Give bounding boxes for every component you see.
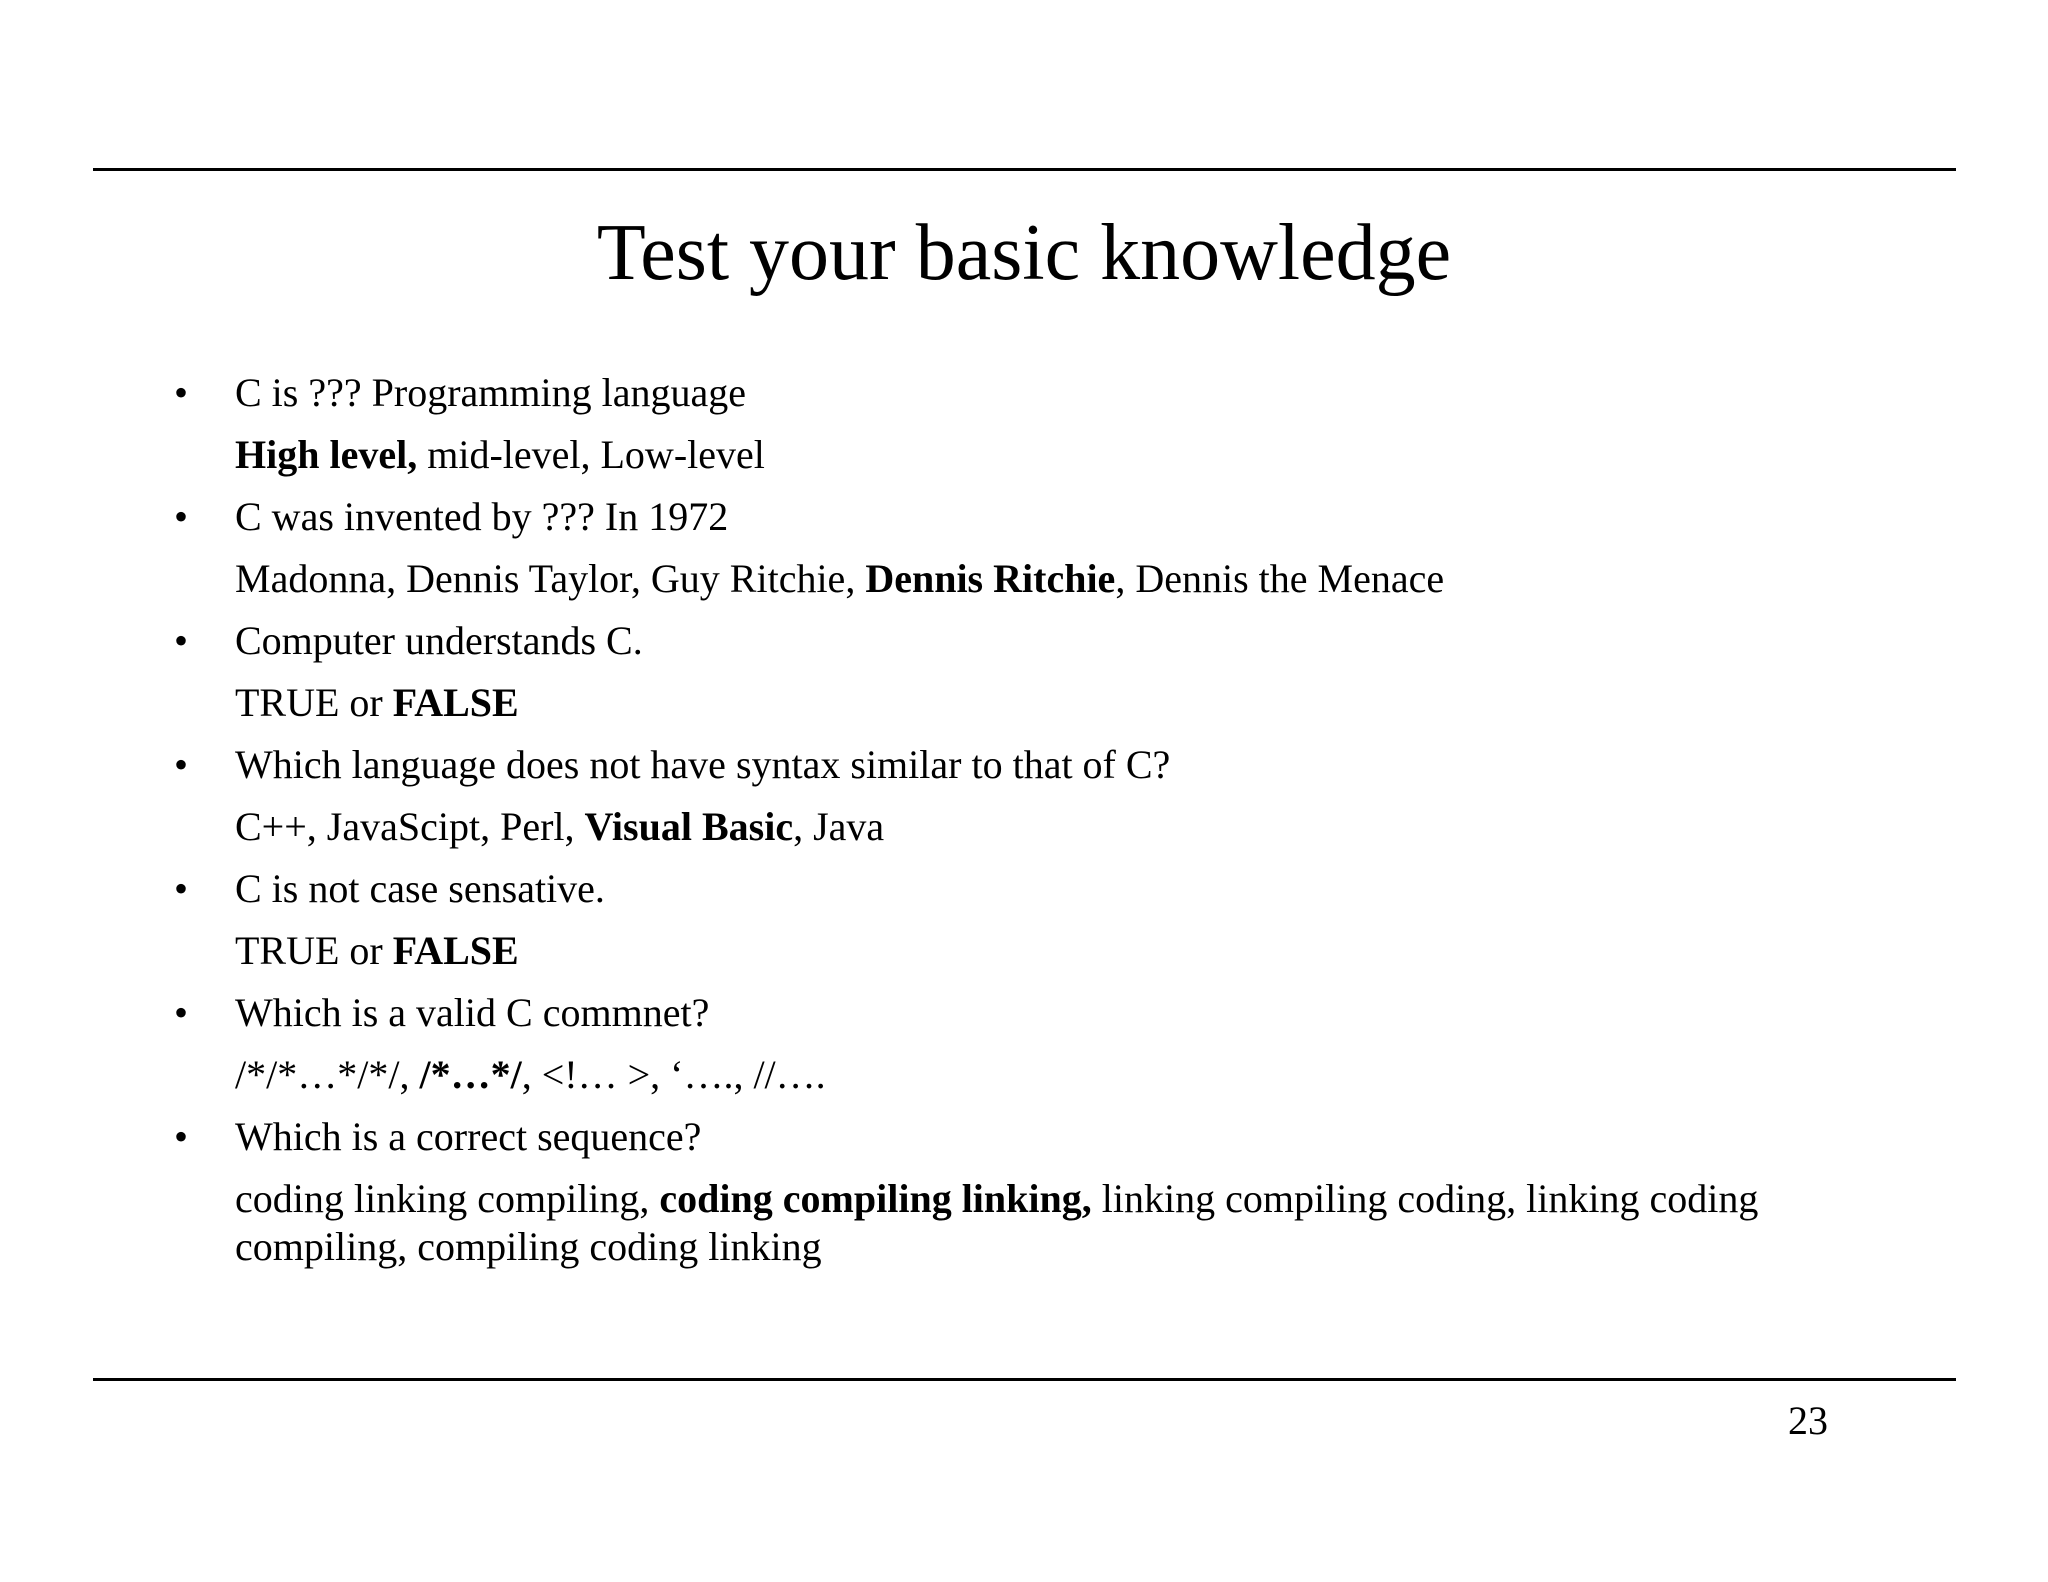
answer-option-correct: Visual Basic bbox=[584, 804, 794, 849]
answer-options bbox=[235, 424, 1795, 486]
question-text: Computer understands C. bbox=[235, 618, 643, 663]
question-item bbox=[0, 858, 2048, 982]
answer-option-correct: coding compiling linking, bbox=[659, 1176, 1092, 1221]
answer-options bbox=[235, 548, 1795, 610]
page-number: 23 bbox=[1788, 1398, 1828, 1443]
bottom-rule bbox=[93, 1378, 1956, 1381]
top-rule bbox=[93, 168, 1956, 171]
question-text: C is not case sensative. bbox=[235, 866, 605, 911]
answer-option-correct: FALSE bbox=[392, 928, 519, 973]
bullet-icon: • bbox=[174, 494, 189, 539]
question-text: C is ??? Programming language bbox=[235, 370, 746, 415]
answer-option-correct: /*…*/ bbox=[419, 1052, 522, 1097]
answer-option: , <!… >, ‘…., //…. bbox=[521, 1052, 826, 1097]
bullet-icon: • bbox=[174, 990, 189, 1035]
bullet-icon: • bbox=[174, 1114, 189, 1159]
question-text: C was invented by ??? In 1972 bbox=[235, 494, 729, 539]
bullet-icon: • bbox=[174, 866, 189, 911]
answer-options bbox=[235, 920, 1795, 982]
answer-options bbox=[235, 796, 1795, 858]
question-item bbox=[0, 1106, 2048, 1271]
question-item bbox=[0, 362, 2048, 486]
question-item bbox=[0, 734, 2048, 858]
question-text: Which is a correct sequence? bbox=[235, 1114, 702, 1159]
answer-option: TRUE or bbox=[235, 928, 393, 973]
bullet-icon: • bbox=[174, 618, 189, 663]
question-text: Which is a valid C commnet? bbox=[235, 990, 710, 1035]
answer-options bbox=[235, 672, 1795, 734]
question-item bbox=[0, 982, 2048, 1106]
answer-option: , Dennis the Menace bbox=[1115, 556, 1445, 601]
bullet-icon: • bbox=[174, 370, 189, 415]
answer-option: /*/*…*/*/, bbox=[235, 1052, 420, 1097]
answer-option: coding linking compiling, bbox=[235, 1176, 660, 1221]
answer-option-correct: FALSE bbox=[392, 680, 519, 725]
answer-option-correct: Dennis Ritchie bbox=[865, 556, 1116, 601]
bullet-icon: • bbox=[174, 742, 189, 787]
question-item bbox=[0, 486, 2048, 610]
answer-option: linking compiling coding, linking coding compiling, compiling coding linking bbox=[235, 1176, 1759, 1269]
answer-options bbox=[235, 1044, 1795, 1106]
answer-option: TRUE or bbox=[235, 680, 393, 725]
answer-option: , Java bbox=[793, 804, 885, 849]
answer-option: mid-level, Low-level bbox=[417, 432, 765, 477]
answer-option: Madonna, Dennis Taylor, Guy Ritchie, bbox=[235, 556, 866, 601]
question-text: Which language does not have syntax similar to that of C? bbox=[235, 742, 1171, 787]
slide-title: Test your basic knowledge bbox=[596, 209, 1452, 297]
answer-options bbox=[235, 1168, 1795, 1271]
answer-option: C++, JavaScipt, Perl, bbox=[235, 804, 585, 849]
answer-option-correct: High level, bbox=[235, 432, 418, 477]
question-list bbox=[0, 362, 2048, 1271]
question-item bbox=[0, 610, 2048, 734]
